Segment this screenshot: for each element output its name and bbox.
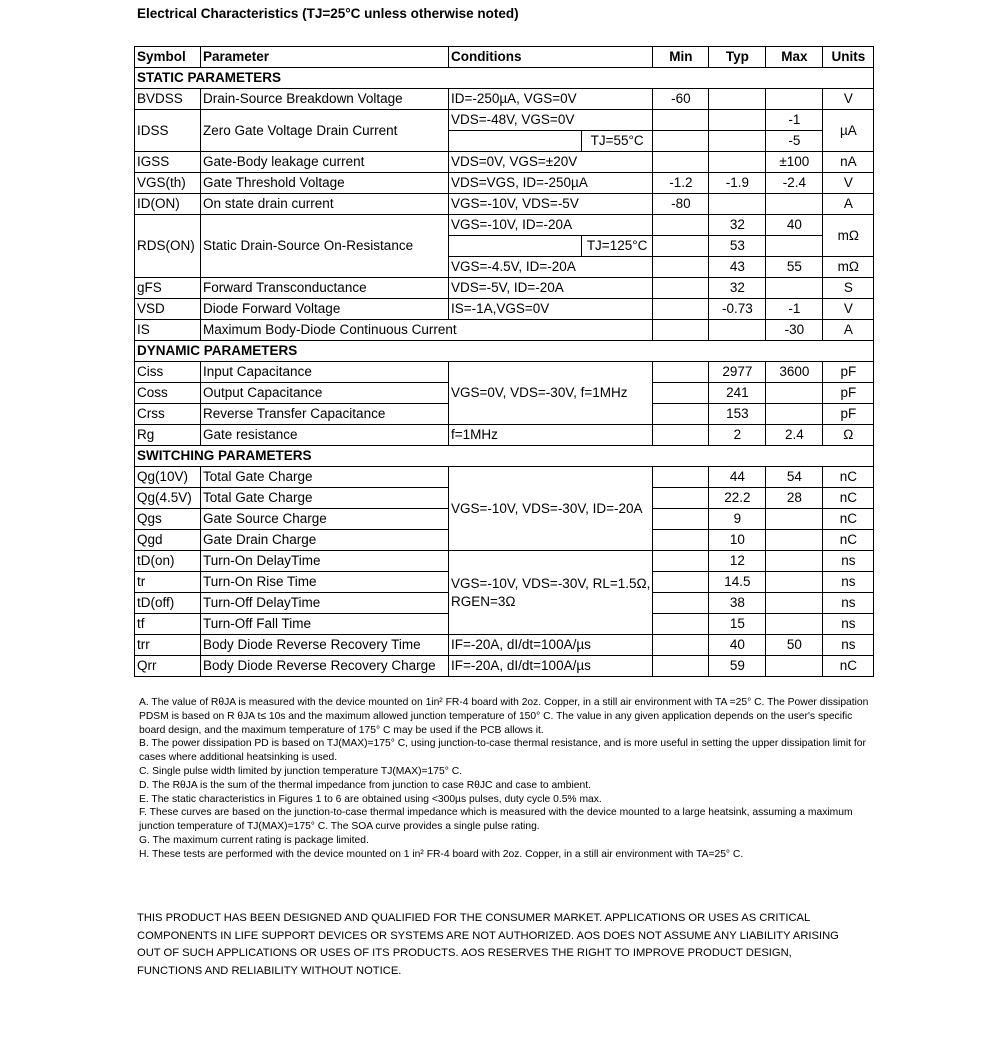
units-cell: V xyxy=(823,173,874,194)
min-cell xyxy=(653,236,709,257)
units-cell: nC xyxy=(823,509,874,530)
units-cell: A xyxy=(823,320,874,341)
min-cell xyxy=(653,152,709,173)
typ-cell: -1.9 xyxy=(709,173,766,194)
symbol-cell: IS xyxy=(135,320,201,341)
min-cell xyxy=(653,656,709,677)
symbol-cell: gFS xyxy=(135,278,201,299)
max-cell xyxy=(766,614,823,635)
typ-cell: 9 xyxy=(709,509,766,530)
conditions-cell: VDS=VGS, ID=-250µA xyxy=(449,173,653,194)
table-row xyxy=(135,299,874,320)
typ-cell: 153 xyxy=(709,404,766,425)
max-cell xyxy=(766,278,823,299)
typ-cell xyxy=(709,89,766,110)
units-cell: S xyxy=(823,278,874,299)
typ-cell xyxy=(709,320,766,341)
min-cell xyxy=(653,383,709,404)
max-cell: 40 xyxy=(766,215,823,236)
table-row xyxy=(135,278,874,299)
min-cell xyxy=(653,110,709,131)
max-cell: 50 xyxy=(766,635,823,656)
symbol-cell: Rg xyxy=(135,425,201,446)
units-cell: mΩ xyxy=(823,215,874,257)
units-cell: V xyxy=(823,89,874,110)
typ-cell: 14.5 xyxy=(709,572,766,593)
disclaimer-line: THIS PRODUCT HAS BEEN DESIGNED AND QUALIFIED FOR THE CONSUMER MARKET. APPLICATIONS OR USES AS CRITICAL xyxy=(137,912,811,924)
table-header-row xyxy=(135,47,874,68)
min-cell xyxy=(653,425,709,446)
typ-cell: 2977 xyxy=(709,362,766,383)
parameter-cell: Gate Drain Charge xyxy=(201,530,449,551)
section-static: STATIC PARAMETERS xyxy=(135,68,874,89)
table-row xyxy=(135,110,874,131)
typ-cell xyxy=(709,194,766,215)
max-cell: -5 xyxy=(766,131,823,152)
electrical-characteristics-table xyxy=(134,46,874,677)
typ-cell: 2 xyxy=(709,425,766,446)
footnote-g: G. The maximum current rating is package limited. xyxy=(139,834,369,846)
footnote-f: F. These curves are based on the junction-to-case thermal impedance which is measured with the device mounted to a large heatsink, assuming a maximum junction temperature of TJ(MAX)=175° C. The SOA curve provides a single pulse rating. xyxy=(139,807,853,833)
footnote-e: E. The static characteristics in Figures 1 to 6 are obtained using <300µs pulses, duty cycle 0.5% max. xyxy=(139,793,602,805)
symbol-cell: Ciss xyxy=(135,362,201,383)
parameter-cell: Gate resistance xyxy=(201,425,449,446)
parameter-cell: Maximum Body-Diode Continuous Current xyxy=(201,320,653,341)
max-cell: 54 xyxy=(766,467,823,488)
min-cell xyxy=(653,362,709,383)
table-row xyxy=(135,467,874,488)
min-cell xyxy=(653,299,709,320)
parameter-cell: Zero Gate Voltage Drain Current xyxy=(201,110,449,152)
table-row xyxy=(135,89,874,110)
table-row xyxy=(135,320,874,341)
typ-cell: 43 xyxy=(709,257,766,278)
conditions-cell: VGS=-10V, VDS=-5V xyxy=(449,194,653,215)
units-cell: nC xyxy=(823,488,874,509)
symbol-cell: Qrr xyxy=(135,656,201,677)
section-switching: SWITCHING PARAMETERS xyxy=(135,446,874,467)
units-cell: pF xyxy=(823,383,874,404)
header-min: Min xyxy=(653,47,709,68)
max-cell xyxy=(766,593,823,614)
typ-cell: 44 xyxy=(709,467,766,488)
disclaimer-line: FUNCTIONS AND RELIABILITY WITHOUT NOTICE. xyxy=(137,964,402,977)
max-cell: -30 xyxy=(766,320,823,341)
symbol-cell: Coss xyxy=(135,383,201,404)
parameter-cell: Gate Source Charge xyxy=(201,509,449,530)
symbol-cell: Qgs xyxy=(135,509,201,530)
parameter-cell: Forward Transconductance xyxy=(201,278,449,299)
header-symbol: Symbol xyxy=(135,47,201,68)
max-cell xyxy=(766,194,823,215)
parameter-cell: Body Diode Reverse Recovery Charge xyxy=(201,656,449,677)
symbol-cell: tD(off) xyxy=(135,593,201,614)
min-cell xyxy=(653,404,709,425)
footnotes xyxy=(139,696,879,862)
conditions-cell: IS=-1A,VGS=0V xyxy=(449,299,653,320)
table-row xyxy=(135,215,874,236)
table-row xyxy=(135,194,874,215)
typ-cell: 15 xyxy=(709,614,766,635)
symbol-cell: IGSS xyxy=(135,152,201,173)
min-cell xyxy=(653,593,709,614)
footnote-a: A. The value of RθJA is measured with the device mounted on 1in² FR-4 board with 2oz. Copper, in a still air environment with TA =25° C. The Power dissipation PDSM is based on R θJA t≤ 10s and the maximum allowed junction temperature of 150° C. The value in any given application depends on the user's specific board design, and the maximum temperature of 175° C may be used if the PCB allows it. xyxy=(139,697,869,736)
units-cell: nA xyxy=(823,152,874,173)
min-cell xyxy=(653,509,709,530)
typ-cell: 12 xyxy=(709,551,766,572)
parameter-cell: Gate-Body leakage current xyxy=(201,152,449,173)
min-cell xyxy=(653,257,709,278)
parameter-cell: Reverse Transfer Capacitance xyxy=(201,404,449,425)
table-row xyxy=(135,635,874,656)
typ-cell: 22.2 xyxy=(709,488,766,509)
parameter-cell: Total Gate Charge xyxy=(201,488,449,509)
conditions-cell xyxy=(449,551,653,635)
max-cell xyxy=(766,572,823,593)
conditions-cell-blank xyxy=(449,236,582,257)
symbol-cell: trr xyxy=(135,635,201,656)
conditions-cell: ID=-250µA, VGS=0V xyxy=(449,89,653,110)
typ-cell: 38 xyxy=(709,593,766,614)
parameter-cell: Static Drain-Source On-Resistance xyxy=(201,215,449,278)
conditions-cell: VGS=-10V, VDS=-30V, ID=-20A xyxy=(449,467,653,551)
conditions-cell: IF=-20A, dI/dt=100A/µs xyxy=(449,656,653,677)
units-cell: nC xyxy=(823,467,874,488)
disclaimer xyxy=(137,910,877,980)
units-cell: pF xyxy=(823,362,874,383)
symbol-cell: Crss xyxy=(135,404,201,425)
symbol-cell: tr xyxy=(135,572,201,593)
units-cell: ns xyxy=(823,551,874,572)
conditions-cell: VGS=0V, VDS=-30V, f=1MHz xyxy=(449,362,653,425)
units-cell: mΩ xyxy=(823,257,874,278)
table-row xyxy=(135,152,874,173)
symbol-cell: IDSS xyxy=(135,110,201,152)
units-cell: pF xyxy=(823,404,874,425)
parameter-cell: Body Diode Reverse Recovery Time xyxy=(201,635,449,656)
units-cell: ns xyxy=(823,614,874,635)
max-cell: 28 xyxy=(766,488,823,509)
min-cell xyxy=(653,530,709,551)
typ-cell: 32 xyxy=(709,278,766,299)
units-cell: µA xyxy=(823,110,874,152)
footnote-h: H. These tests are performed with the device mounted on 1 in² FR-4 board with 2oz. Copper, in a still air environment with TA=25° C. xyxy=(139,848,744,860)
max-cell xyxy=(766,89,823,110)
parameter-cell: Output Capacitance xyxy=(201,383,449,404)
max-cell xyxy=(766,656,823,677)
parameter-cell: Turn-Off DelayTime xyxy=(201,593,449,614)
conditions-cell: VGS=-10V, ID=-20A xyxy=(449,215,653,236)
max-cell: -2.4 xyxy=(766,173,823,194)
max-cell xyxy=(766,509,823,530)
disclaimer-line: COMPONENTS IN LIFE SUPPORT DEVICES OR SYSTEMS ARE NOT AUTHORIZED. AOS DOES NOT ASSUME ANY LIABILITY ARISING xyxy=(137,929,839,942)
typ-cell: -0.73 xyxy=(709,299,766,320)
symbol-cell: Qg(10V) xyxy=(135,467,201,488)
symbol-cell: tf xyxy=(135,614,201,635)
page-title: Electrical Characteristics (TJ=25°C unless otherwise noted) xyxy=(137,6,519,21)
symbol-cell: Qgd xyxy=(135,530,201,551)
parameter-cell: Gate Threshold Voltage xyxy=(201,173,449,194)
units-cell: Ω xyxy=(823,425,874,446)
header-typ: Typ xyxy=(709,47,766,68)
footnote-c: C. Single pulse width limited by junction temperature TJ(MAX)=175° C. xyxy=(139,765,462,777)
min-cell xyxy=(653,551,709,572)
typ-cell: 59 xyxy=(709,656,766,677)
symbol-cell: Qg(4.5V) xyxy=(135,488,201,509)
max-cell: ±100 xyxy=(766,152,823,173)
max-cell xyxy=(766,404,823,425)
max-cell: 2.4 xyxy=(766,425,823,446)
min-cell xyxy=(653,614,709,635)
min-cell xyxy=(653,572,709,593)
conditions-cell: f=1MHz xyxy=(449,425,653,446)
symbol-cell: BVDSS xyxy=(135,89,201,110)
typ-cell xyxy=(709,110,766,131)
section-dynamic: DYNAMIC PARAMETERS xyxy=(135,341,874,362)
table-row xyxy=(135,425,874,446)
parameter-cell: Total Gate Charge xyxy=(201,467,449,488)
units-cell: nC xyxy=(823,530,874,551)
parameter-cell: Turn-On DelayTime xyxy=(201,551,449,572)
parameter-cell: Input Capacitance xyxy=(201,362,449,383)
typ-cell: 32 xyxy=(709,215,766,236)
typ-cell: 241 xyxy=(709,383,766,404)
typ-cell: 40 xyxy=(709,635,766,656)
symbol-cell: tD(on) xyxy=(135,551,201,572)
symbol-cell: RDS(ON) xyxy=(135,215,201,278)
units-cell: V xyxy=(823,299,874,320)
conditions-cell-temp: TJ=55°C xyxy=(581,131,652,152)
units-cell: ns xyxy=(823,572,874,593)
conditions-cell-blank xyxy=(449,131,582,152)
parameter-cell: Turn-On Rise Time xyxy=(201,572,449,593)
typ-cell: 53 xyxy=(709,236,766,257)
conditions-cell: IF=-20A, dI/dt=100A/µs xyxy=(449,635,653,656)
symbol-cell: ID(ON) xyxy=(135,194,201,215)
max-cell: -1 xyxy=(766,299,823,320)
conditions-cell: VDS=-48V, VGS=0V xyxy=(449,110,653,131)
units-cell: ns xyxy=(823,635,874,656)
table-row xyxy=(135,551,874,572)
min-cell: -80 xyxy=(653,194,709,215)
typ-cell xyxy=(709,152,766,173)
min-cell: -1.2 xyxy=(653,173,709,194)
table-row xyxy=(135,362,874,383)
typ-cell xyxy=(709,131,766,152)
header-units: Units xyxy=(823,47,874,68)
max-cell: -1 xyxy=(766,110,823,131)
typ-cell: 10 xyxy=(709,530,766,551)
min-cell xyxy=(653,131,709,152)
min-cell xyxy=(653,467,709,488)
header-parameter: Parameter xyxy=(201,47,449,68)
footnote-d: D. The RθJA is the sum of the thermal impedance from junction to case RθJC and case to ambient. xyxy=(139,779,591,791)
units-cell: ns xyxy=(823,593,874,614)
max-cell xyxy=(766,551,823,572)
units-cell: A xyxy=(823,194,874,215)
conditions-cell: VGS=-4.5V, ID=-20A xyxy=(449,257,653,278)
parameter-cell: On state drain current xyxy=(201,194,449,215)
switch-condition-line-2: RGEN=3Ω xyxy=(451,593,516,609)
header-max: Max xyxy=(766,47,823,68)
max-cell xyxy=(766,236,823,257)
symbol-cell: VGS(th) xyxy=(135,173,201,194)
table-row xyxy=(135,656,874,677)
min-cell xyxy=(653,635,709,656)
footnote-b: B. The power dissipation PD is based on TJ(MAX)=175° C, using junction-to-case thermal resistance, and is more useful in setting the upper dissipation limit for cases where additional heatsinking is used. xyxy=(139,738,866,764)
parameter-cell: Diode Forward Voltage xyxy=(201,299,449,320)
min-cell xyxy=(653,278,709,299)
max-cell: 3600 xyxy=(766,362,823,383)
min-cell xyxy=(653,488,709,509)
table-row xyxy=(135,173,874,194)
max-cell xyxy=(766,383,823,404)
units-cell: nC xyxy=(823,656,874,677)
symbol-cell: VSD xyxy=(135,299,201,320)
max-cell xyxy=(766,530,823,551)
conditions-cell: VDS=-5V, ID=-20A xyxy=(449,278,653,299)
header-conditions: Conditions xyxy=(449,47,653,68)
max-cell: 55 xyxy=(766,257,823,278)
min-cell xyxy=(653,320,709,341)
min-cell: -60 xyxy=(653,89,709,110)
min-cell xyxy=(653,215,709,236)
parameter-cell: Turn-Off Fall Time xyxy=(201,614,449,635)
conditions-cell-temp: TJ=125°C xyxy=(581,236,652,257)
parameter-cell: Drain-Source Breakdown Voltage xyxy=(201,89,449,110)
conditions-cell: VDS=0V, VGS=±20V xyxy=(449,152,653,173)
switch-condition-line-1: VGS=-10V, VDS=-30V, RL=1.5Ω, xyxy=(451,575,651,591)
disclaimer-line: OUT OF SUCH APPLICATIONS OR USES OF ITS PRODUCTS. AOS RESERVES THE RIGHT TO IMPROVE PRODUCT DESIGN, xyxy=(137,947,792,959)
